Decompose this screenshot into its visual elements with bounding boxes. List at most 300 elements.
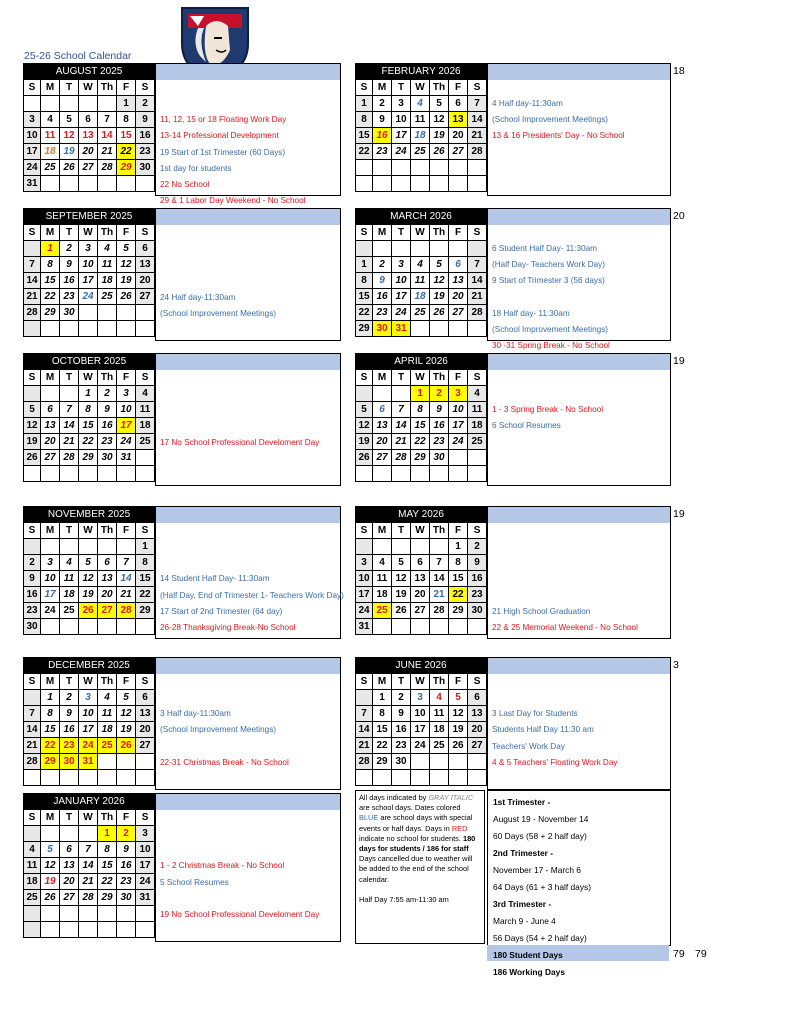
empty-cell: [356, 770, 373, 786]
day-cell: 14: [468, 112, 487, 128]
empty-cell: [24, 321, 41, 337]
day-cell: 1: [41, 241, 60, 257]
empty-cell: [449, 241, 468, 257]
empty-cell: [60, 619, 79, 635]
day-cell: 9: [373, 112, 392, 128]
day-cell: 3: [392, 96, 411, 112]
day-cell: 3: [449, 386, 468, 402]
day-cell: 13: [60, 858, 79, 874]
empty-cell: [392, 176, 411, 192]
day-cell: 1: [373, 690, 392, 706]
day-cell: 20: [468, 722, 487, 738]
empty-cell: [24, 906, 41, 922]
day-cell: 24: [79, 289, 98, 305]
day-cell: 2: [60, 241, 79, 257]
day-header: M: [373, 523, 392, 539]
month-title: SEPTEMBER 2025: [24, 209, 155, 225]
day-cell: 15: [411, 418, 430, 434]
month-title: AUGUST 2025: [24, 64, 155, 80]
day-cell: 27: [136, 289, 155, 305]
day-cell: 5: [117, 690, 136, 706]
empty-cell: [117, 305, 136, 321]
notes-panel-may: [487, 506, 671, 639]
day-cell: 21: [60, 434, 79, 450]
day-cell: 12: [117, 257, 136, 273]
day-cell: 10: [24, 128, 41, 144]
day-header: W: [411, 523, 430, 539]
day-cell: 20: [373, 434, 392, 450]
day-cell: 19: [117, 273, 136, 289]
day-header: W: [411, 674, 430, 690]
day-cell: 26: [449, 738, 468, 754]
day-cell: 29: [41, 754, 60, 770]
empty-cell: [136, 176, 155, 192]
month-feb: [355, 63, 487, 192]
day-cell: 16: [117, 858, 136, 874]
day-header: F: [449, 674, 468, 690]
empty-cell: [41, 96, 60, 112]
empty-cell: [136, 922, 155, 938]
day-cell: 11: [411, 112, 430, 128]
day-cell: 4: [41, 112, 60, 128]
calendar-note: 26-28 Thanksgiving Break-No School: [160, 622, 296, 632]
day-cell: 2: [373, 96, 392, 112]
day-header: S: [136, 225, 155, 241]
empty-cell: [136, 770, 155, 786]
calendar-note: Teachers' Work Day: [492, 741, 565, 751]
day-header: Th: [430, 523, 449, 539]
day-cell: 14: [392, 418, 411, 434]
day-header: M: [41, 370, 60, 386]
day-header: S: [24, 80, 41, 96]
day-cell: 10: [392, 112, 411, 128]
day-header: W: [79, 810, 98, 826]
day-cell: 6: [41, 402, 60, 418]
day-cell: 1: [136, 539, 155, 555]
empty-cell: [430, 619, 449, 635]
day-cell: 12: [449, 706, 468, 722]
day-cell: 7: [356, 706, 373, 722]
day-cell: 20: [136, 722, 155, 738]
day-cell: 8: [41, 706, 60, 722]
notes-header-bar: [156, 658, 340, 674]
calendar-note: 11, 12, 15 or 18 Floating Work Day: [160, 115, 287, 125]
empty-cell: [136, 466, 155, 482]
month-day-count: 20: [673, 210, 685, 222]
day-cell: 16: [430, 418, 449, 434]
empty-cell: [430, 539, 449, 555]
day-cell: 14: [98, 128, 117, 144]
t2-label: 2nd Trimester -: [493, 848, 554, 858]
calendar-note: 13 & 16 Presidents' Day - No School: [492, 131, 625, 141]
calendar-note: (School Improvement Meetings): [160, 725, 277, 735]
month-aug: [23, 63, 155, 192]
day-header: M: [373, 370, 392, 386]
day-cell: 10: [79, 257, 98, 273]
day-cell: 26: [392, 603, 411, 619]
day-cell: 25: [41, 160, 60, 176]
day-cell: 7: [24, 706, 41, 722]
day-cell: 26: [430, 144, 449, 160]
day-cell: 19: [41, 874, 60, 890]
empty-cell: [24, 466, 41, 482]
day-cell: 21: [98, 144, 117, 160]
empty-cell: [430, 770, 449, 786]
total-b: 79: [695, 948, 707, 960]
empty-cell: [117, 619, 136, 635]
day-cell: 25: [24, 890, 41, 906]
day-cell: 19: [430, 128, 449, 144]
day-header: Th: [98, 674, 117, 690]
empty-cell: [79, 922, 98, 938]
month-title: MARCH 2026: [356, 209, 487, 225]
empty-cell: [117, 770, 136, 786]
notes-header-bar: [156, 64, 340, 80]
day-header: S: [356, 523, 373, 539]
day-cell: 8: [41, 257, 60, 273]
empty-cell: [411, 176, 430, 192]
empty-cell: [449, 321, 468, 337]
day-cell: 3: [117, 386, 136, 402]
day-cell: 14: [79, 858, 98, 874]
day-cell: 3: [79, 241, 98, 257]
month-title: APRIL 2026: [356, 354, 487, 370]
day-header: F: [449, 80, 468, 96]
day-cell: 2: [430, 386, 449, 402]
day-cell: 20: [79, 144, 98, 160]
day-cell: 5: [79, 555, 98, 571]
total-a: 79: [673, 948, 685, 960]
day-cell: 18: [373, 587, 392, 603]
empty-cell: [60, 386, 79, 402]
day-cell: 9: [117, 842, 136, 858]
day-cell: 18: [60, 587, 79, 603]
day-cell: 3: [392, 257, 411, 273]
empty-cell: [468, 619, 487, 635]
day-cell: 18: [468, 418, 487, 434]
day-cell: 28: [392, 450, 411, 466]
day-cell: 12: [117, 706, 136, 722]
day-cell: 5: [356, 402, 373, 418]
day-cell: 3: [411, 690, 430, 706]
day-cell: 30: [430, 450, 449, 466]
day-cell: 10: [117, 402, 136, 418]
day-cell: 26: [356, 450, 373, 466]
day-header: T: [392, 674, 411, 690]
day-cell: 24: [41, 603, 60, 619]
notes-panel-mar: [487, 208, 671, 341]
day-cell: 6: [468, 690, 487, 706]
day-cell: 18: [136, 418, 155, 434]
empty-cell: [79, 826, 98, 842]
empty-cell: [449, 619, 468, 635]
day-cell: 4: [411, 257, 430, 273]
day-cell: 17: [79, 722, 98, 738]
day-cell: 8: [117, 112, 136, 128]
month-may: [355, 506, 487, 635]
day-cell: 31: [136, 890, 155, 906]
legend-box: All days indicated by GRAY ITALIC are school days. Dates colored BLUE are school days with special events or half days. Days in RED indicate no school for students. 180 days for students / 186 for staff Days cancelled due to weather will be added to the end of the school calendar. Half Day 7:55 am-11:30 am: [355, 790, 485, 944]
month-day-count: 19: [673, 355, 685, 367]
empty-cell: [411, 466, 430, 482]
day-cell: 28: [430, 603, 449, 619]
day-cell: 4: [468, 386, 487, 402]
empty-cell: [98, 176, 117, 192]
day-cell: 13: [411, 571, 430, 587]
calendar-note: 22-31 Christmas Break - No School: [160, 757, 289, 767]
empty-cell: [449, 466, 468, 482]
empty-cell: [117, 754, 136, 770]
empty-cell: [449, 754, 468, 770]
day-cell: 14: [356, 722, 373, 738]
day-cell: 19: [79, 587, 98, 603]
day-cell: 31: [79, 754, 98, 770]
empty-cell: [98, 466, 117, 482]
day-cell: 24: [392, 144, 411, 160]
day-cell: 25: [411, 144, 430, 160]
day-cell: 20: [60, 874, 79, 890]
day-cell: 1: [411, 386, 430, 402]
day-cell: 22: [117, 144, 136, 160]
empty-cell: [136, 754, 155, 770]
empty-cell: [60, 539, 79, 555]
calendar-note: 17 Start of 2nd Trimester (64 day): [160, 606, 283, 616]
empty-cell: [392, 466, 411, 482]
day-cell: 9: [392, 706, 411, 722]
day-cell: 6: [98, 555, 117, 571]
day-cell: 3: [79, 690, 98, 706]
calendar-note: (Half Day, End of Trimester 1- Teachers Work Day): [160, 590, 344, 600]
t3-days: 56 Days (54 + 2 half day): [493, 933, 587, 943]
day-cell: 28: [98, 160, 117, 176]
empty-cell: [449, 450, 468, 466]
day-cell: 28: [60, 450, 79, 466]
day-header: S: [468, 370, 487, 386]
day-cell: 1: [356, 96, 373, 112]
calendar-note: 29 & 1 Labor Day Weekend - No School: [160, 196, 306, 206]
day-cell: 15: [41, 273, 60, 289]
day-cell: 26: [24, 450, 41, 466]
day-cell: 23: [373, 305, 392, 321]
month-oct: [23, 353, 155, 482]
day-header: W: [79, 80, 98, 96]
day-cell: 21: [79, 874, 98, 890]
calendar-note: 9 Start of Trimester 3 (56 days): [492, 276, 605, 286]
day-cell: 13: [98, 571, 117, 587]
page-title: 25-26 School Calendar: [24, 50, 132, 62]
day-header: M: [41, 225, 60, 241]
day-cell: 23: [430, 434, 449, 450]
day-cell: 13: [41, 418, 60, 434]
empty-cell: [24, 96, 41, 112]
day-cell: 6: [136, 690, 155, 706]
day-cell: 9: [468, 555, 487, 571]
empty-cell: [41, 321, 60, 337]
day-cell: 28: [468, 305, 487, 321]
day-cell: 30: [373, 321, 392, 337]
empty-cell: [117, 539, 136, 555]
day-cell: 22: [373, 738, 392, 754]
day-cell: 24: [449, 434, 468, 450]
day-cell: 30: [392, 754, 411, 770]
day-cell: 20: [136, 273, 155, 289]
day-cell: 4: [136, 386, 155, 402]
day-cell: 22: [41, 738, 60, 754]
empty-cell: [79, 466, 98, 482]
empty-cell: [79, 305, 98, 321]
day-cell: 4: [60, 555, 79, 571]
empty-cell: [117, 922, 136, 938]
empty-cell: [392, 386, 411, 402]
day-cell: 28: [468, 144, 487, 160]
day-header: T: [60, 810, 79, 826]
day-header: W: [79, 225, 98, 241]
empty-cell: [449, 176, 468, 192]
day-cell: 17: [24, 144, 41, 160]
calendar-note: 19 Start of 1st Trimester (60 Days): [160, 147, 286, 157]
empty-cell: [449, 770, 468, 786]
notes-panel-sep: [155, 208, 341, 341]
day-cell: 24: [24, 160, 41, 176]
day-cell: 25: [98, 738, 117, 754]
day-cell: 26: [117, 738, 136, 754]
day-cell: 12: [430, 273, 449, 289]
day-header: M: [373, 80, 392, 96]
day-cell: 12: [24, 418, 41, 434]
empty-cell: [411, 770, 430, 786]
day-cell: 11: [373, 571, 392, 587]
empty-cell: [79, 619, 98, 635]
day-header: S: [356, 370, 373, 386]
day-cell: 19: [24, 434, 41, 450]
day-cell: 25: [468, 434, 487, 450]
day-cell: 8: [373, 706, 392, 722]
empty-cell: [60, 922, 79, 938]
empty-cell: [60, 826, 79, 842]
day-cell: 12: [60, 128, 79, 144]
day-cell: 26: [117, 289, 136, 305]
empty-cell: [411, 619, 430, 635]
empty-cell: [136, 305, 155, 321]
calendar-note: 14 Student Half Day- 11:30am: [160, 574, 270, 584]
empty-cell: [373, 176, 392, 192]
t3-label: 3rd Trimester -: [493, 899, 552, 909]
day-cell: 24: [356, 603, 373, 619]
empty-cell: [98, 922, 117, 938]
day-header: W: [79, 523, 98, 539]
day-cell: 27: [468, 738, 487, 754]
month-nov: [23, 506, 155, 635]
notes-header-bar: [488, 64, 670, 80]
day-header: W: [411, 225, 430, 241]
empty-cell: [41, 770, 60, 786]
day-cell: 15: [98, 858, 117, 874]
notes-panel-dec: [155, 657, 341, 790]
t1-dates: August 19 - November 14: [493, 814, 589, 824]
notes-header-bar: [156, 209, 340, 225]
day-cell: 18: [24, 874, 41, 890]
day-cell: 16: [98, 418, 117, 434]
day-cell: 2: [373, 257, 392, 273]
day-cell: 11: [430, 706, 449, 722]
month-mar: [355, 208, 487, 337]
empty-cell: [356, 241, 373, 257]
day-cell: 24: [392, 305, 411, 321]
month-day-count: 19: [673, 508, 685, 520]
empty-cell: [373, 539, 392, 555]
calendar-note: 4 Half day-11:30am: [492, 98, 563, 108]
calendar-note: 6 School Resumes: [492, 421, 561, 431]
day-cell: 17: [79, 273, 98, 289]
empty-cell: [136, 906, 155, 922]
day-cell: 10: [136, 842, 155, 858]
day-header: Th: [98, 225, 117, 241]
empty-cell: [356, 539, 373, 555]
day-cell: 2: [117, 826, 136, 842]
day-cell: 25: [136, 434, 155, 450]
empty-cell: [24, 690, 41, 706]
empty-cell: [373, 160, 392, 176]
day-cell: 8: [356, 112, 373, 128]
day-cell: 22: [411, 434, 430, 450]
day-cell: 27: [79, 160, 98, 176]
working-days: 186 Working Days: [493, 967, 565, 977]
day-header: Th: [430, 225, 449, 241]
day-cell: 29: [117, 160, 136, 176]
empty-cell: [392, 539, 411, 555]
day-cell: 19: [392, 587, 411, 603]
empty-cell: [449, 160, 468, 176]
notes-header-bar: [488, 209, 670, 225]
notes-panel-jun: [487, 657, 671, 790]
day-header: Th: [430, 370, 449, 386]
empty-cell: [356, 160, 373, 176]
empty-cell: [468, 466, 487, 482]
t2-days: 64 Days (61 + 3 half days): [493, 882, 591, 892]
day-cell: 6: [411, 555, 430, 571]
calendar-note: (Half Day- Teachers Work Day): [492, 260, 605, 270]
day-cell: 17: [356, 587, 373, 603]
calendar-note: (School Improvement Meetings): [492, 115, 609, 125]
empty-cell: [392, 619, 411, 635]
day-cell: 13: [449, 112, 468, 128]
empty-cell: [41, 826, 60, 842]
day-cell: 11: [136, 402, 155, 418]
day-cell: 26: [79, 603, 98, 619]
day-cell: 12: [79, 571, 98, 587]
day-cell: 7: [392, 402, 411, 418]
day-cell: 4: [411, 96, 430, 112]
day-cell: 16: [373, 289, 392, 305]
day-cell: 27: [60, 890, 79, 906]
empty-cell: [60, 906, 79, 922]
day-cell: 31: [24, 176, 41, 192]
day-cell: 25: [430, 738, 449, 754]
day-cell: 29: [411, 450, 430, 466]
day-cell: 25: [60, 603, 79, 619]
empty-cell: [98, 305, 117, 321]
day-cell: 1: [41, 690, 60, 706]
month-title: MAY 2026: [356, 507, 487, 523]
day-cell: 14: [430, 571, 449, 587]
empty-cell: [136, 619, 155, 635]
day-cell: 20: [98, 587, 117, 603]
day-cell: 24: [117, 434, 136, 450]
day-cell: 4: [24, 842, 41, 858]
day-cell: 18: [41, 144, 60, 160]
day-cell: 20: [449, 289, 468, 305]
day-header: F: [117, 370, 136, 386]
